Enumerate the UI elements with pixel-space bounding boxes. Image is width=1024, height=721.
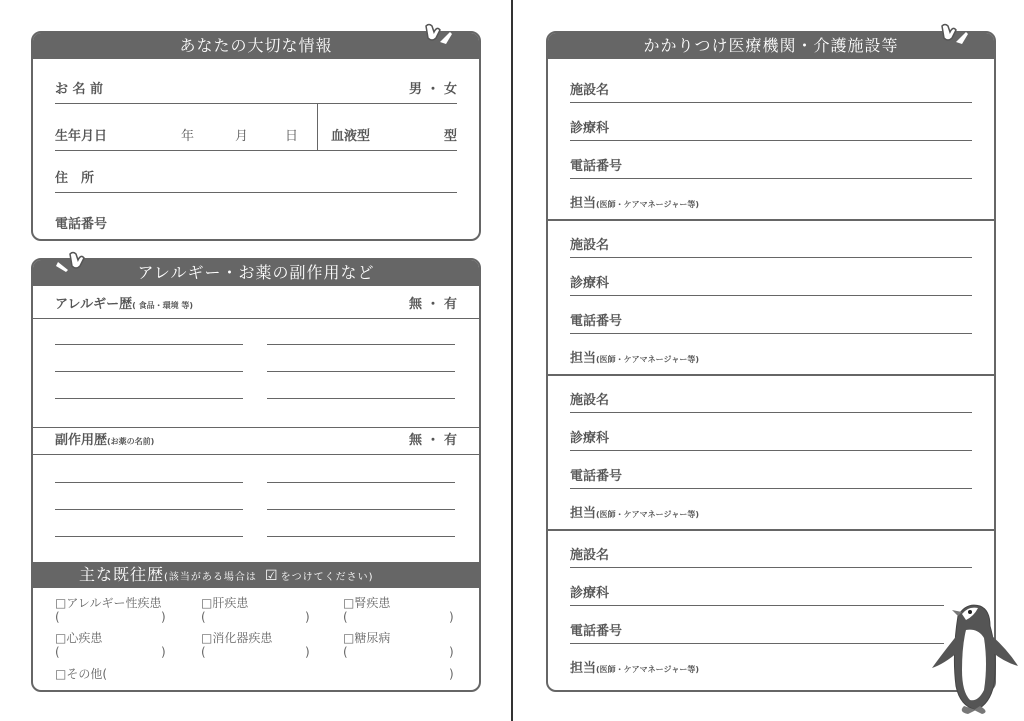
paren-open: ( xyxy=(343,610,348,624)
allergy-header xyxy=(33,260,479,286)
history-note-end: をつけてください) xyxy=(280,572,374,583)
hand-pointer-icon xyxy=(936,22,970,48)
facility-header xyxy=(548,33,994,59)
allergy-line xyxy=(55,344,243,345)
facility-staff-row: 担当(医師・ケアマネージャー等) xyxy=(570,661,700,676)
facility-dept-row: 診療科 xyxy=(570,273,972,296)
facility-phone-row: 電話番号 xyxy=(570,311,972,334)
section-separator xyxy=(548,529,994,531)
history-other: □その他( xyxy=(55,667,108,681)
blood-label: 血液型 xyxy=(331,129,371,144)
paren-open: ( xyxy=(55,610,60,624)
history-title: 主な既往歴 xyxy=(79,565,165,584)
allergy-history-note: ( 食品・環境 等) xyxy=(132,301,194,310)
name-label: お 名 前 xyxy=(55,82,104,97)
side-effect-line xyxy=(267,509,455,510)
paren-close: ) xyxy=(161,610,166,624)
birth-row xyxy=(55,126,457,151)
history-item: □腎疾患 xyxy=(343,596,391,610)
history-header xyxy=(33,562,479,588)
birth-label: 生年月日 xyxy=(55,129,108,144)
gender-choice: 男 ・ 女 xyxy=(408,82,457,97)
hand-pointer-icon xyxy=(56,250,90,276)
section-separator xyxy=(548,219,994,221)
history-item: □肝疾患 xyxy=(201,596,249,610)
allergy-history-label: アレルギー歴 xyxy=(55,297,133,312)
paren-close: ) xyxy=(449,645,454,659)
year-label: 年 xyxy=(181,129,195,144)
facility-dept-row: 診療科 xyxy=(570,118,972,141)
allergy-card xyxy=(31,258,481,692)
history-item: □糖尿病 xyxy=(343,631,391,645)
paren-close: ) xyxy=(305,645,310,659)
paren-close: ) xyxy=(449,610,454,624)
personal-info-title: あなたの大切な情報 xyxy=(179,36,333,55)
facility-phone-row: 電話番号 xyxy=(570,156,972,179)
facility-name-row: 施設名 xyxy=(570,80,972,103)
facility-phone-row: 電話番号 xyxy=(570,466,972,489)
hand-pointer-icon xyxy=(420,22,454,48)
day-label: 日 xyxy=(285,129,299,144)
personal-info-card xyxy=(31,31,481,241)
facility-dept-row: 診療科 xyxy=(570,583,944,606)
history-item: □消化器疾患 xyxy=(201,631,273,645)
allergy-line xyxy=(267,398,455,399)
allergy-line xyxy=(55,398,243,399)
checkbox-checked-icon: ☑ xyxy=(265,568,279,584)
allergy-history-row xyxy=(33,292,479,319)
side-effect-line xyxy=(267,536,455,537)
paren-close: ) xyxy=(161,645,166,659)
penguin-illustration xyxy=(928,594,1022,716)
allergy-yes-no: 無 ・ 有 xyxy=(408,297,457,312)
side-effect-note: (お薬の名前) xyxy=(107,437,155,446)
personal-info-header xyxy=(33,33,479,59)
paren-open: ( xyxy=(55,645,60,659)
facility-name-row: 施設名 xyxy=(570,235,972,258)
page-divider xyxy=(511,0,513,721)
name-row xyxy=(55,79,457,104)
side-effect-yes-no: 無 ・ 有 xyxy=(408,433,457,448)
facility-title: かかりつけ医療機関・介護施設等 xyxy=(643,36,899,55)
section-separator xyxy=(548,374,994,376)
paren-open: ( xyxy=(201,610,206,624)
phone-label: 電話番号 xyxy=(55,217,108,232)
paren-close: ) xyxy=(449,667,454,681)
side-effect-label: 副作用歴 xyxy=(55,433,108,448)
side-effect-line xyxy=(267,482,455,483)
allergy-line xyxy=(267,344,455,345)
history-item: □アレルギー性疾患 xyxy=(55,596,162,610)
facility-name-row: 施設名 xyxy=(570,390,972,413)
paren-close: ) xyxy=(305,610,310,624)
side-effect-line xyxy=(55,509,243,510)
facility-staff-row: 担当(医師・ケアマネージャー等) xyxy=(570,506,700,521)
paren-open: ( xyxy=(343,645,348,659)
allergy-title: アレルギー・お薬の副作用など xyxy=(137,263,375,282)
side-effect-line xyxy=(55,536,243,537)
facility-staff-row: 担当(医師・ケアマネージャー等) xyxy=(570,196,700,211)
history-item: □心疾患 xyxy=(55,631,103,645)
side-effect-line xyxy=(55,482,243,483)
facility-dept-row: 診療科 xyxy=(570,428,972,451)
address-row xyxy=(55,168,457,193)
paren-open: ( xyxy=(201,645,206,659)
side-effect-row xyxy=(33,427,479,455)
month-label: 月 xyxy=(235,129,249,144)
address-label: 住 所 xyxy=(55,171,95,186)
allergy-line xyxy=(55,371,243,372)
history-note: (該当がある場合は xyxy=(164,572,257,583)
blood-unit: 型 xyxy=(443,129,457,144)
facility-phone-row: 電話番号 xyxy=(570,621,944,644)
facility-name-row: 施設名 xyxy=(570,545,972,568)
allergy-line xyxy=(267,371,455,372)
facility-staff-row: 担当(医師・ケアマネージャー等) xyxy=(570,351,700,366)
facility-card xyxy=(546,31,996,692)
